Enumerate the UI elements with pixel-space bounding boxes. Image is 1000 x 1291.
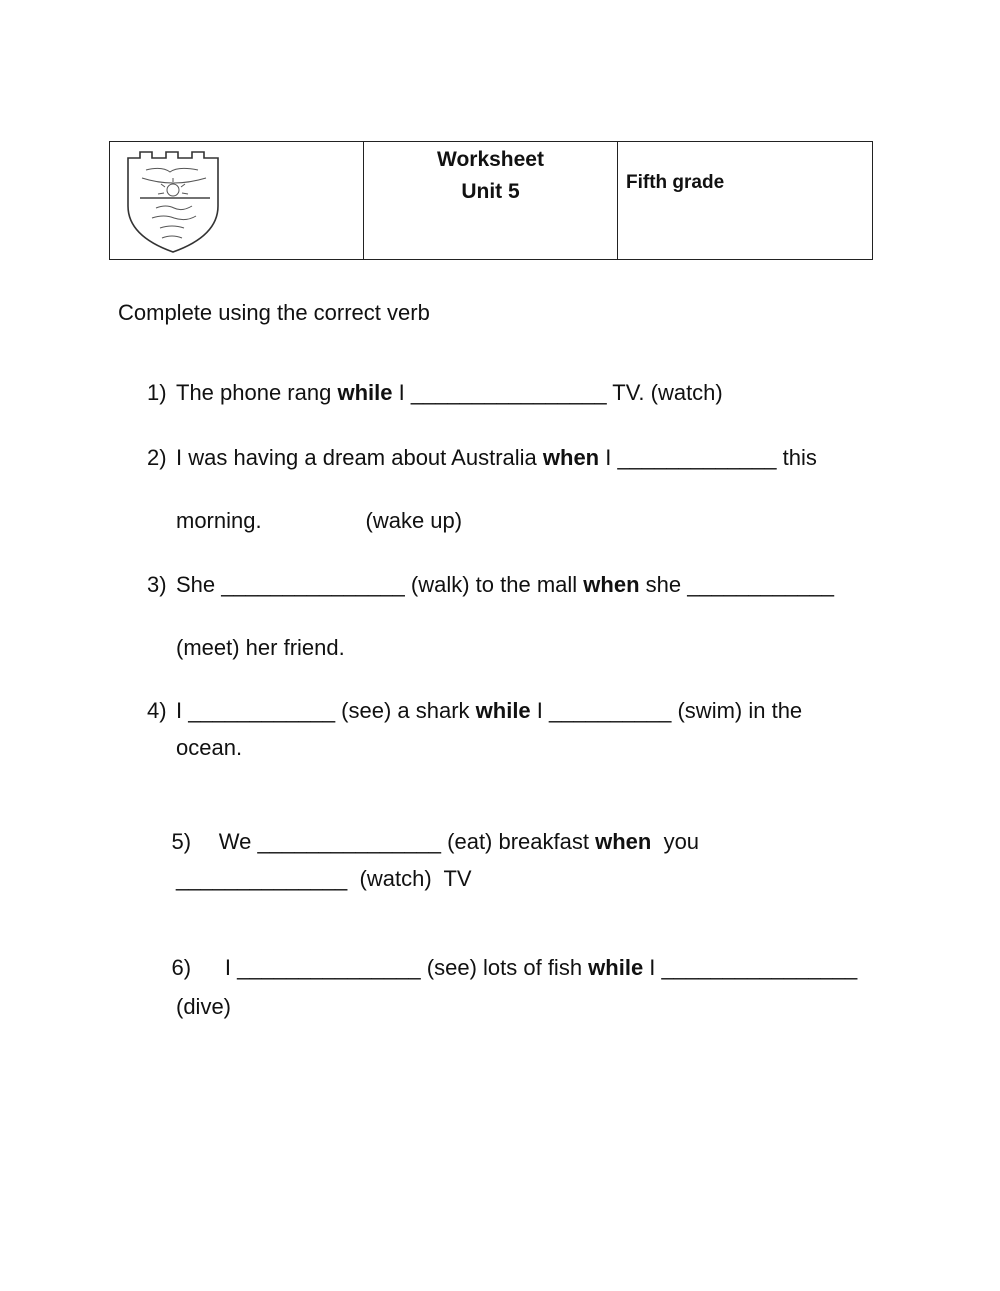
item-5-continuation: ______________ (watch) TV: [176, 866, 472, 891]
exercise-item-4: [147, 698, 802, 724]
item-number: 4): [147, 698, 167, 723]
item-keyword: while: [337, 380, 393, 405]
item-keyword: while: [475, 698, 531, 723]
item-text: The phone rang: [176, 380, 338, 405]
header-table: [109, 141, 873, 260]
item-3-continuation: (meet) her friend.: [176, 635, 345, 660]
item-text: she ____________: [639, 572, 835, 597]
item-text: you: [651, 829, 700, 854]
grade-cell: [618, 142, 872, 259]
item-keyword: when: [595, 829, 652, 854]
item-text: I _____________ this: [599, 445, 817, 470]
item-number: 2): [147, 445, 167, 470]
item-number: 3): [147, 572, 167, 597]
item-number: 6): [171, 955, 192, 980]
grade-label: Fifth grade: [626, 172, 725, 193]
exercise-item-3: [147, 572, 834, 598]
item-keyword: when: [542, 445, 600, 470]
item-text: I was having a dream about Australia: [176, 445, 543, 470]
worksheet-title: Worksheet: [437, 148, 544, 171]
instruction-text: Complete using the correct verb: [118, 300, 430, 325]
exercise-item-1: [147, 380, 723, 406]
logo-cell: [110, 142, 364, 259]
item-4-continuation: ocean.: [176, 735, 243, 760]
item-text: I _______________ (see) lots of fish: [200, 955, 589, 980]
item-text: We _______________ (eat) breakfast: [200, 829, 596, 854]
unit-title: Unit 5: [461, 180, 520, 203]
item-6-continuation: (dive): [176, 994, 232, 1019]
item-2-continuation: morning. (wake up): [176, 508, 463, 533]
item-text: I ________________ TV. (watch): [392, 380, 723, 405]
item-text: I ____________ (see) a shark: [176, 698, 476, 723]
item-keyword: when: [583, 572, 640, 597]
school-crest-icon: [122, 148, 234, 254]
item-number: 1): [147, 380, 167, 405]
title-cell: [364, 142, 618, 259]
exercise-item-6: [147, 929, 857, 1007]
item-text: She _______________ (walk) to the mall: [176, 572, 584, 597]
item-text: I ________________: [643, 955, 858, 980]
item-keyword: while: [588, 955, 644, 980]
item-text: I __________ (swim) in the: [530, 698, 803, 723]
item-number: 5): [171, 829, 192, 854]
exercise-item-2: [147, 445, 817, 471]
